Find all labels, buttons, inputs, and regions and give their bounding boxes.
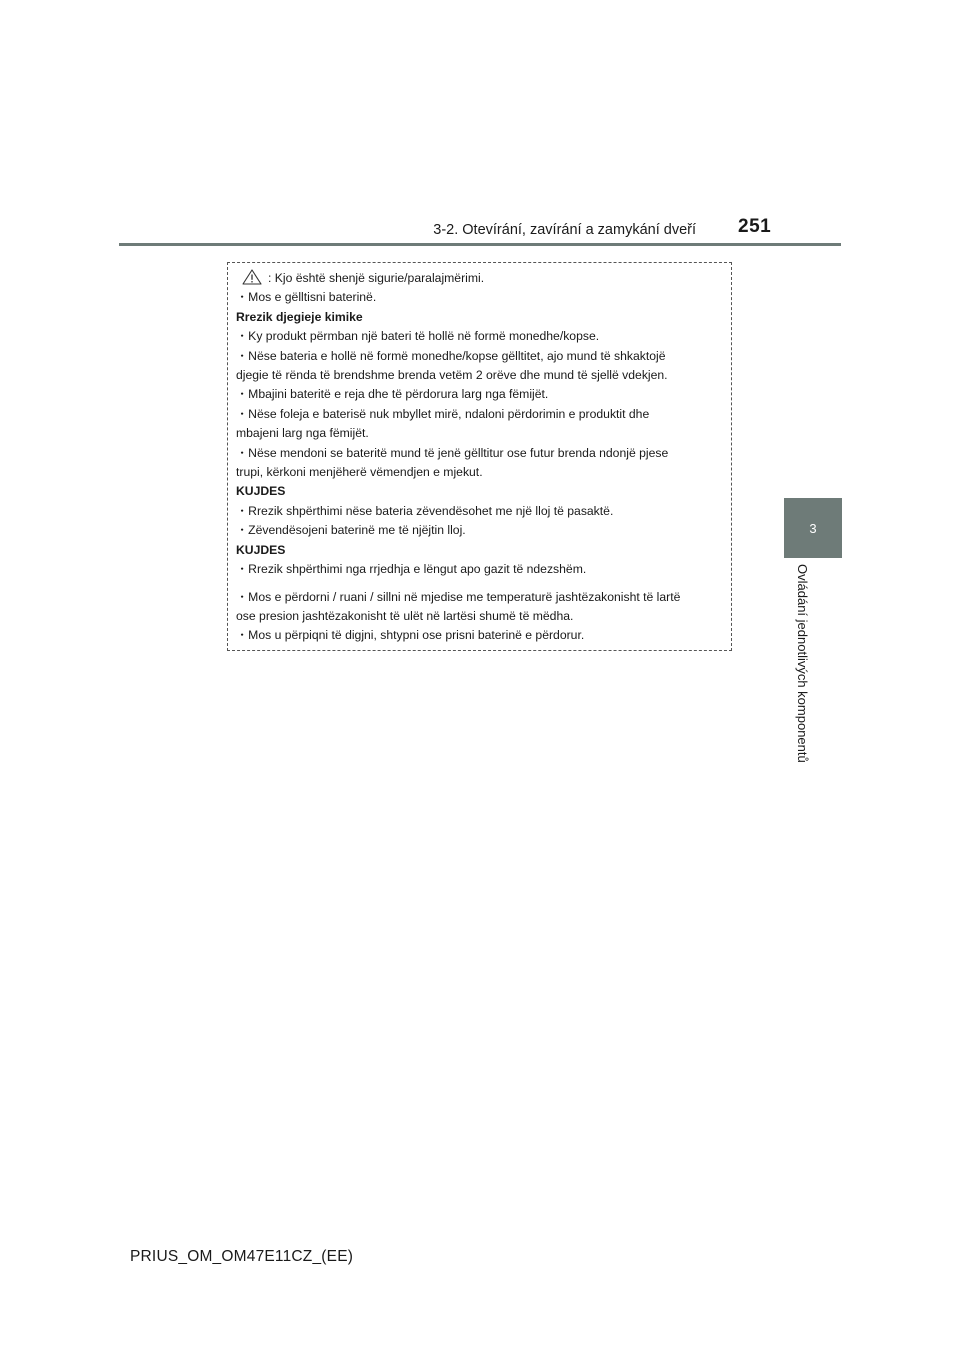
notice-line: ose presion jashtëzakonisht të ulët në lartësi shumë të mëdha. xyxy=(236,608,574,623)
notice-line: ・Zëvendësojeni baterinë me të njëjtin lloj. xyxy=(236,523,466,538)
notice-line: ・Mos e përdorni / ruani / sillni në mjedise me temperaturë jashtëzakonisht të lartë xyxy=(236,589,681,604)
notice-line: trupi, kërkoni menjëherë vëmendjen e mjekut. xyxy=(236,465,483,480)
notice-line: ・Nëse bateria e hollë në formë monedhe/kopse gëlltitet, ajo mund të shkaktojë xyxy=(236,348,666,363)
notice-line: ・Rrezik shpërthimi nëse bateria zëvendësohet me një lloj të pasaktë. xyxy=(236,503,614,518)
notice-line: ・Mos e gëlltisni baterinë. xyxy=(236,290,377,305)
notice-line: ・Nëse foleja e baterisë nuk mbyllet mirë, ndaloni përdorimin e produktit dhe xyxy=(236,406,650,421)
header-divider xyxy=(119,243,841,246)
notice-line: ・Mbajini bateritë e reja dhe të përdorura larg nga fëmijët. xyxy=(236,387,549,402)
chapter-number: 3 xyxy=(809,520,817,536)
notice-heading: KUJDES xyxy=(236,484,286,499)
section-title: 3-2. Otevírání, zavírání a zamykání dveří xyxy=(433,222,696,238)
notice-line: ・Ky produkt përmban një bateri të hollë në formë monedhe/kopse. xyxy=(236,329,600,344)
warning-triangle-icon xyxy=(242,269,262,285)
chapter-title: Ovládání jednotlivých komponentů xyxy=(795,564,810,763)
notice-line: ・Rrezik shpërthimi nga rrjedhja e lëngut apo gazit të ndezshëm. xyxy=(236,562,587,577)
notice-heading: KUJDES xyxy=(236,542,286,557)
notice-intro xyxy=(236,269,723,288)
notice-line: ・Nëse mendoni se bateritë mund të jenë gëlltitur ose futur brenda ndonjë pjese xyxy=(236,445,669,460)
notice-line: mbajeni larg nga fëmijët. xyxy=(236,426,369,441)
document-id: PRIUS_OM_OM47E11CZ_(EE) xyxy=(130,1248,354,1265)
notice-heading: Rrezik djegieje kimike xyxy=(236,309,363,324)
battery-safety-notice xyxy=(227,262,732,651)
notice-intro-text: : Kjo është shenjë sigurie/paralajmërimi. xyxy=(268,271,485,285)
notice-line: ・Mos u përpiqni të digjni, shtypni ose prisni baterinë e përdorur. xyxy=(236,628,585,643)
chapter-tab xyxy=(784,498,842,558)
page-number: 251 xyxy=(738,216,772,237)
notice-line: djegie të rënda të brendshme brenda vetëm 2 orëve dhe mund të sjellë vdekjen. xyxy=(236,368,668,383)
